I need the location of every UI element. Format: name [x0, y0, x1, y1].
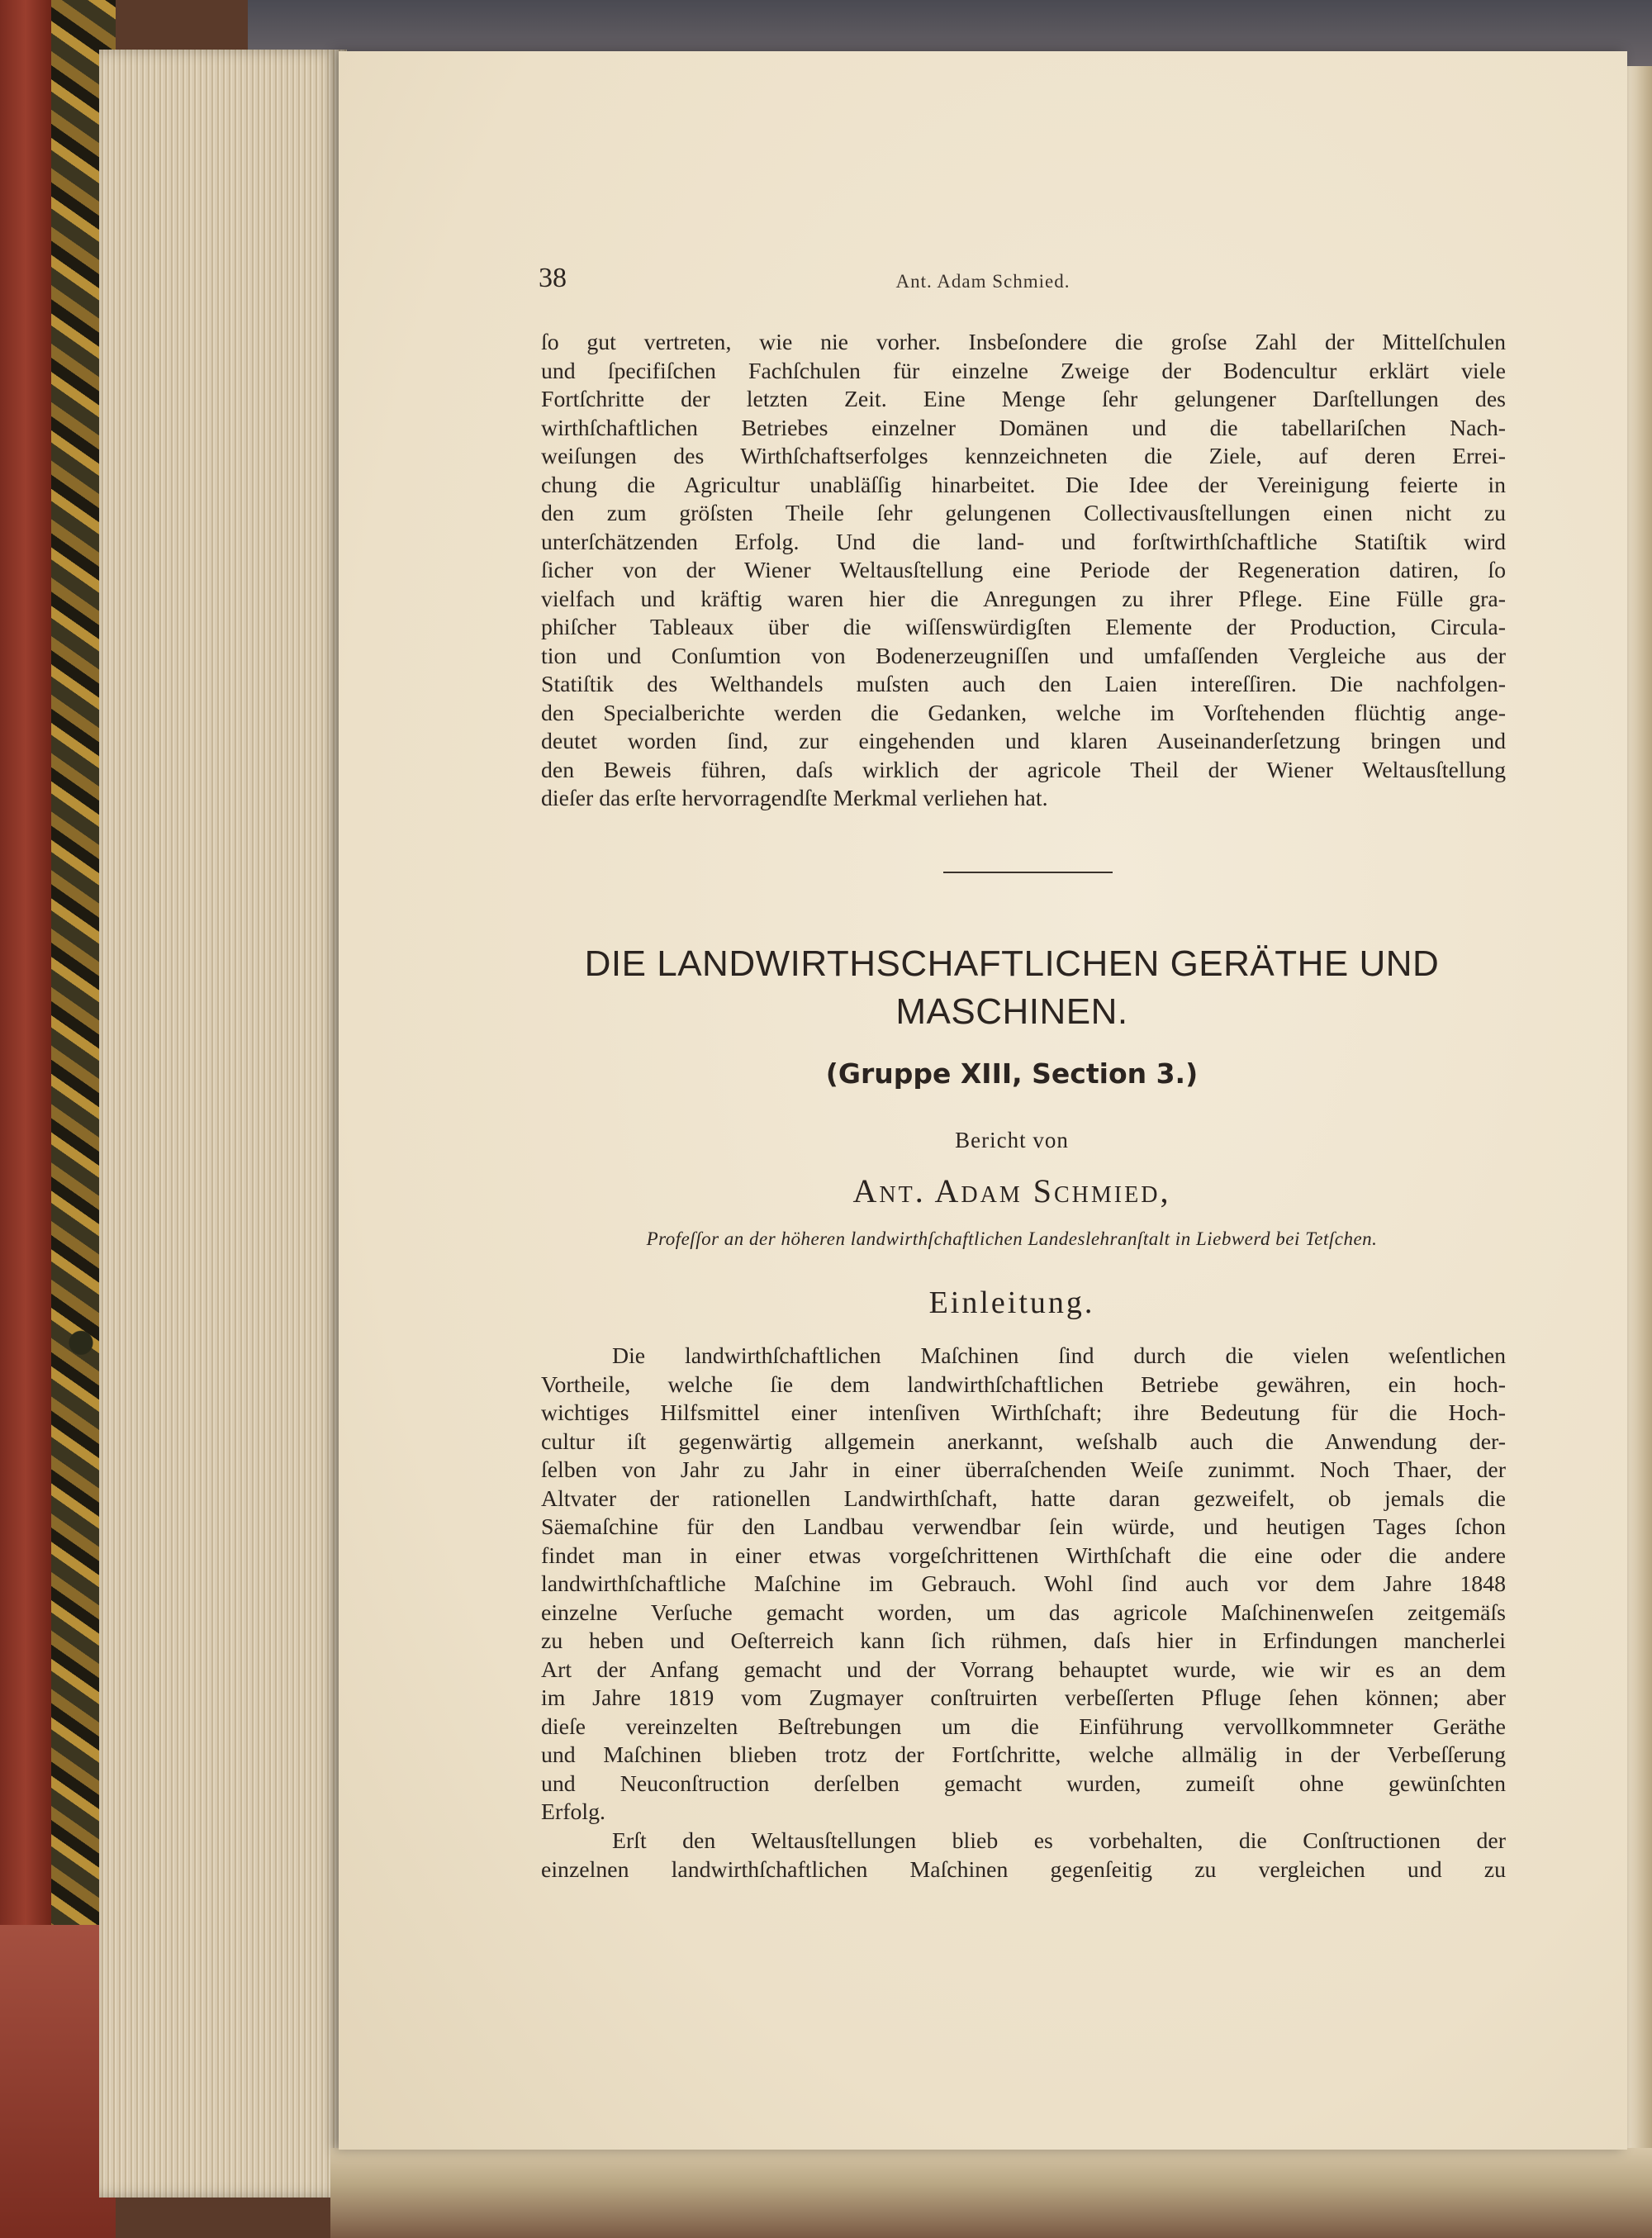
text-line: einzelnen landwirthſchaftlichen Maſchinen gegenſeitig zu vergleichen und zu: [541, 1856, 1506, 1883]
text-line: cultur iſt gegenwärtig allgemein anerkannt, weſshalb auch die Anwendung der-: [541, 1428, 1506, 1455]
text-line: ſo gut vertreten, wie nie vorher. Insbeſondere die groſse Zahl der Mittelſchulen: [541, 330, 1506, 355]
text-line: Art der Anfang gemacht und der Vorrang behauptet wurde, wie wir es an dem: [541, 1656, 1506, 1683]
text-line: tion und Conſumtion von Bodenerzeugniſſen und umfaſſenden Vergleiche aus der: [541, 643, 1506, 669]
text-line: findet man in einer etwas vorgeſchrittenen Wirthſchaft die eine oder die andere: [541, 1542, 1506, 1569]
page-stack-edges: [99, 50, 347, 2198]
text-line: Die landwirthſchaftlichen Maſchinen ſind durch die vielen weſentlichen: [612, 1343, 1506, 1369]
text-line: dieſer das erſte hervorragendſte Merkmal verliehen hat.: [541, 786, 1048, 811]
text-line: den Beweis führen, daſs wirklich der agricole Theil der Wiener Weltausſtellung: [541, 757, 1506, 783]
text-line: chung die Agricultur unabläſſig hinarbeitet. Die Idee der Vereinigung feierte in: [541, 472, 1506, 498]
text-line: und Neuconſtruction derſelben gemacht wurden, zumeiſt ohne gewünſchten: [541, 1770, 1506, 1797]
running-head: Ant. Adam Schmied.: [895, 271, 1070, 292]
text-line: deutet worden ſind, zur eingehenden und klaren Auseinanderſetzung bringen und: [541, 729, 1506, 754]
chapter-title-line2: MASCHINEN.: [895, 991, 1128, 1032]
text-line: den Specialberichte werden die Gedanken, welche im Vorſtehenden flüchtig ange-: [541, 700, 1506, 726]
author-name: Ant. Adam Schmied,: [852, 1172, 1171, 1209]
section-divider-rule: [943, 872, 1113, 873]
text-line: einzelne Verſuche gemacht worden, um das agricole Maſchinenweſen zeitgemäſs: [541, 1599, 1506, 1626]
text-line: zu heben und Oeſterreich kann ſich rühmen, daſs hier in Erfindungen mancherlei: [541, 1628, 1506, 1654]
text-line: Erfolg.: [541, 1799, 605, 1825]
text-line: und Maſchinen blieben trotz der Fortſchritte, welche allmälig in der Verbeſſerung: [541, 1742, 1506, 1768]
book-spine-leather: [0, 0, 51, 2238]
text-line: Altvater der rationellen Landwirthſchaft, hatte daran gezweifelt, ob jemals die: [541, 1485, 1506, 1512]
text-line: vielfach und kräftig waren hier die Anregungen zu ihrer Pflege. Eine Fülle gra-: [541, 586, 1506, 612]
group-section-label: (Gruppe XIII, Section 3.): [825, 1057, 1199, 1090]
text-line: und ſpecifiſchen Fachſchulen für einzelne Zweige der Bodencultur erklärt viele: [541, 358, 1506, 384]
book-corner-leather: [0, 1925, 116, 2238]
chapter-title-line1: DIE LANDWIRTHSCHAFTLICHEN GERÄTHE UND: [584, 943, 1440, 984]
text-line: Statiſtik des Welthandels muſsten auch den Laien intereſſiren. Die nachfolgen-: [541, 672, 1506, 697]
report-by-label: Bericht von: [955, 1128, 1069, 1152]
text-line: dieſe vereinzelten Beſtrebungen um die Einführung vervollkommneter Geräthe: [541, 1713, 1506, 1740]
text-line: phiſcher Tableaux über die wiſſenswürdigſten Elemente der Production, Circula-: [541, 615, 1506, 640]
paragraph-intro-continuation: [541, 329, 1506, 814]
text-line: ſicher von der Wiener Weltausſtellung eine Periode der Regeneration datiren, ſo: [541, 558, 1506, 583]
paragraph-weltausstellungen: [541, 1827, 1506, 1884]
paragraph-einleitung: [541, 1342, 1506, 1827]
text-line: weiſungen des Wirthſchaftserfolges kennzeichneten die Ziele, auf deren Errei-: [541, 444, 1506, 469]
text-line: den zum gröſsten Theile ſehr gelungenen Collectivausſtellungen einen nicht zu: [541, 501, 1506, 526]
text-line: Säemaſchine für den Landbau verwendbar ſein würde, und heutigen Tages ſchon: [541, 1514, 1506, 1540]
text-line: Fortſchritte der letzten Zeit. Eine Menge ſehr gelungener Darſtellungen des: [541, 387, 1506, 412]
author-affiliation: Profeſſor an der höheren landwirthſchaftlichen Landeslehranſtalt in Liebwerd bei Tetſchen.: [646, 1228, 1378, 1249]
page-number: 38: [539, 263, 567, 293]
text-line: ſelben von Jahr zu Jahr in einer überraſchenden Weiſe zunimmt. Noch Thaer, der: [541, 1457, 1506, 1483]
text-line: unterſchätzenden Erfolg. Und die land- und forſtwirthſchaftliche Statiſtik wird: [541, 529, 1506, 555]
text-line: landwirthſchaftliche Maſchine im Gebrauch. Wohl ſind auch vor dem Jahre 1848: [541, 1571, 1506, 1597]
text-line: Vortheile, welche ſie dem landwirthſchaftlichen Betriebe gewähren, ein hoch-: [541, 1371, 1506, 1398]
section-heading: Einleitung.: [928, 1285, 1095, 1320]
text-line: im Jahre 1819 vom Zugmayer conſtruirten verbeſſerten Pfluge ſehen können; aber: [541, 1685, 1506, 1711]
text-line: Erſt den Weltausſtellungen blieb es vorbehalten, die Conſtructionen der: [612, 1828, 1506, 1854]
bottom-page-edge: [330, 2148, 1652, 2238]
text-line: wirthſchaftlichen Betriebes einzelner Domänen und die tabellariſchen Nach-: [541, 415, 1506, 441]
text-line: wichtiges Hilfsmittel einer intenſiven Wirthſchaft; ihre Bedeutung für die Hoch-: [541, 1400, 1506, 1426]
